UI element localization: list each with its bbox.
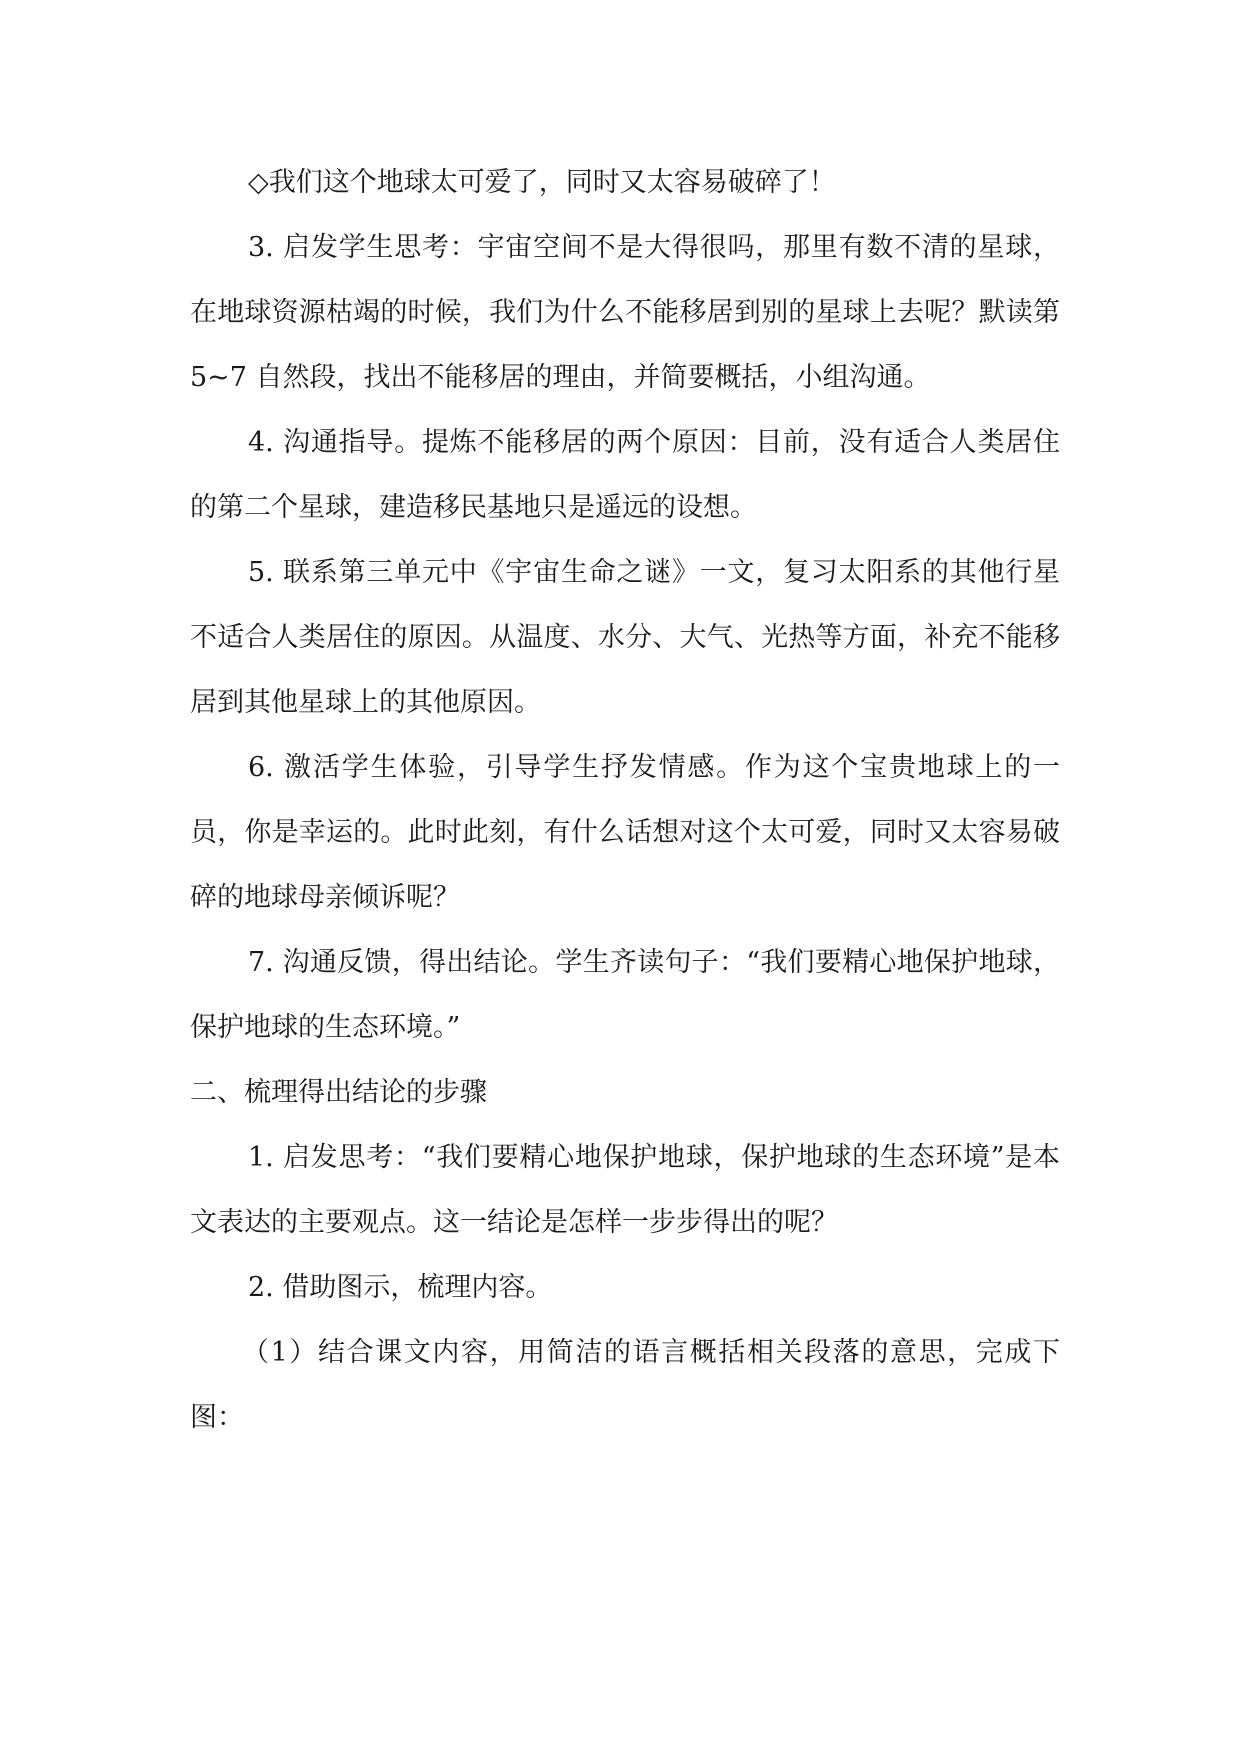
- paragraph-step-6: 6. 激活学生体验，引导学生抒发情感。作为这个宝贵地球上的一员，你是幸运的。此时此刻，有什么话想对这个太可爱，同时又太容易破碎的地球母亲倾诉呢？: [190, 752, 1060, 913]
- paragraph-step-7: 7. 沟通反馈，得出结论。学生齐读句子：“我们要精心地保护地球，保护地球的生态环境。”: [190, 947, 1060, 1043]
- section-heading-2: 二、梳理得出结论的步骤: [190, 1077, 487, 1108]
- paragraph-earth-fragile: ◇我们这个地球太可爱了，同时又太容易破碎了！: [248, 167, 836, 198]
- paragraph-step-3: 3. 启发学生思考：宇宙空间不是大得很吗，那里有数不清的星球，在地球资源枯竭的时候，我们为什么不能移居到别的星球上去呢？默读第 5~7 自然段，找出不能移居的理由，并简要概括，小组沟通。: [190, 232, 1060, 393]
- paragraph-section2-step-1: 1. 启发思考：“我们要精心地保护地球，保护地球的生态环境”是本文表达的主要观点。这一结论是怎样一步步得出的呢？: [190, 1142, 1060, 1238]
- paragraph-substep-1: （1）结合课文内容，用简洁的语言概括相关段落的意思，完成下图：: [190, 1337, 1060, 1433]
- document-body: [190, 150, 1060, 1450]
- paragraph-section2-step-2: 2. 借助图示，梳理内容。: [248, 1272, 553, 1303]
- paragraph-step-5: 5. 联系第三单元中《宇宙生命之谜》一文，复习太阳系的其他行星不适合人类居住的原因。从温度、水分、大气、光热等方面，补充不能移居到其他星球上的其他原因。: [190, 557, 1060, 718]
- paragraph-step-4: 4. 沟通指导。提炼不能移居的两个原因：目前，没有适合人类居住的第二个星球，建造移民基地只是遥远的设想。: [190, 427, 1060, 523]
